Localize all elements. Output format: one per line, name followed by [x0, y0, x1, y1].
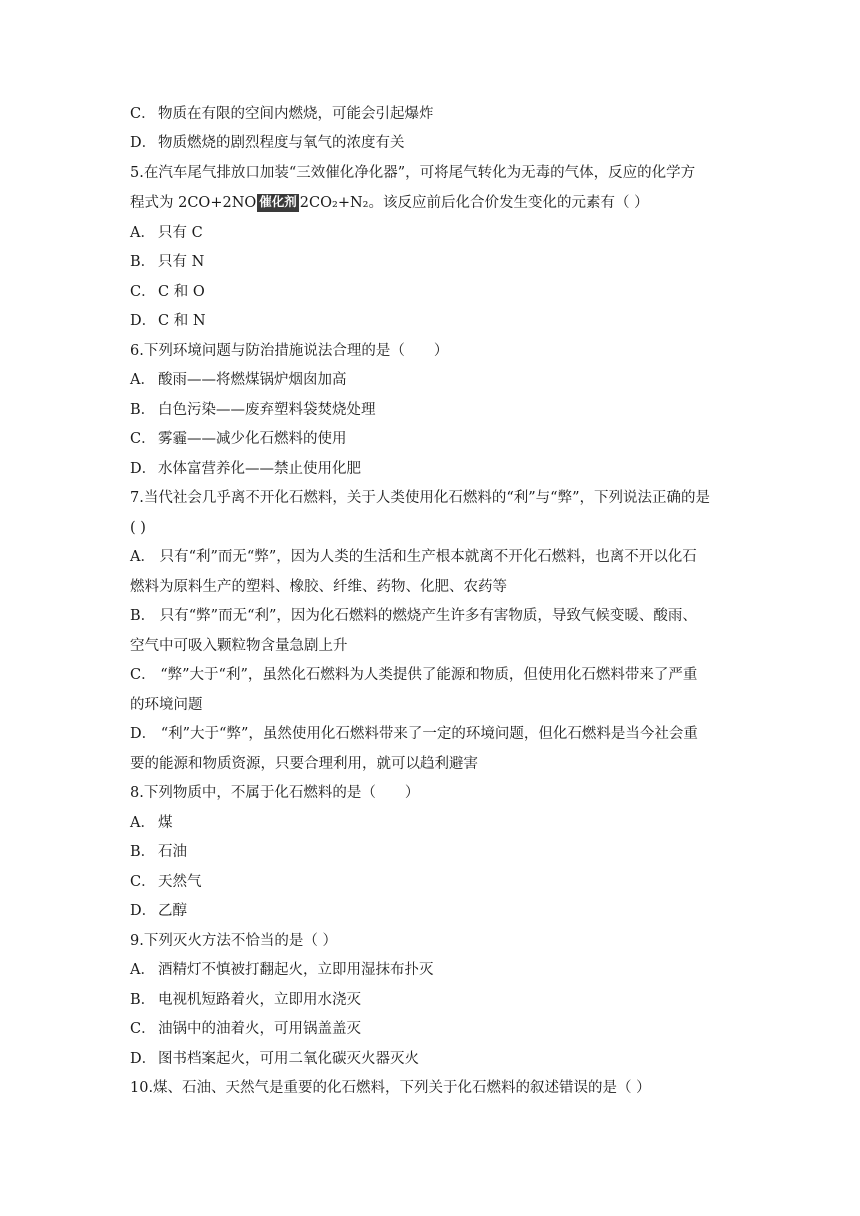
option-letter: D．	[130, 461, 157, 477]
q7-option-a-line2: 燃料为原料生产的塑料、橡胶、纤维、药物、化肥、农药等	[130, 579, 507, 595]
option-text: C 和 O	[158, 284, 205, 300]
option-letter: D．	[130, 313, 157, 329]
option-letter: B．	[130, 844, 156, 860]
option-letter: A．	[130, 815, 155, 831]
option-letter: C．	[130, 874, 156, 890]
option-text: 物质在有限的空间内燃烧，可能会引起爆炸	[158, 106, 434, 122]
option-letter: A．	[130, 372, 155, 388]
option-text: 雾霾——减少化石燃料的使用	[158, 431, 347, 447]
catalyst-label: 催化剂	[257, 194, 299, 212]
q9-stem: 9.下列灭火方法不恰当的是（ ）	[130, 933, 337, 949]
option-text: 乙醇	[158, 903, 187, 919]
q7-stem-line1: 7.当代社会几乎离不开化石燃料，关于人类使用化石燃料的“利”与“弊”，下列说法正确的是	[130, 490, 710, 506]
q5-stem-line1: 5.在汽车尾气排放口加装“三效催化净化器”，可将尾气转化为无毒的气体，反应的化学方	[130, 165, 696, 181]
q6-stem: 6.下列环境问题与防治措施说法合理的是（ ）	[130, 343, 449, 359]
option-text: 酸雨——将燃煤锅炉烟囱加高	[158, 372, 347, 388]
q5-option-c	[130, 282, 205, 302]
q5-option-d	[130, 311, 206, 331]
q8-option-a	[130, 813, 173, 833]
q9-option-c	[130, 1019, 361, 1039]
q9-option-a	[130, 960, 434, 980]
q9-option-d	[130, 1049, 419, 1069]
option-text: 物质燃烧的剧烈程度与氧气的浓度有关	[158, 135, 405, 151]
q7-option-d-line2: 要的能源和物质资源，只要合理利用，就可以趋利避害	[130, 756, 478, 772]
option-letter: B．	[130, 992, 156, 1008]
option-text: 酒精灯不慎被打翻起火，立即用湿抹布扑灭	[158, 962, 434, 978]
q10-stem: 10.煤、石油、天然气是重要的化石燃料，下列关于化石燃料的叙述错误的是（ ）	[130, 1080, 651, 1096]
option-text: 石油	[158, 844, 187, 860]
option-letter: B．	[130, 254, 156, 270]
option-letter: D．	[130, 135, 157, 151]
q7-option-d-line1: D． “利”大于“弊”，虽然使用化石燃料带来了一定的环境问题，但化石燃料是当今社会重	[130, 726, 698, 742]
option-letter: D．	[130, 903, 157, 919]
option-text: 水体富营养化——禁止使用化肥	[158, 461, 361, 477]
q8-option-d	[130, 901, 187, 921]
option-text: 天然气	[158, 874, 202, 890]
q6-option-c	[130, 429, 347, 449]
option-text: 煤	[158, 815, 173, 831]
q6-option-b	[130, 400, 376, 420]
option-text: C 和 N	[158, 313, 206, 329]
q7-stem-line2: ( )	[130, 520, 146, 536]
option-letter: C．	[130, 431, 156, 447]
option-text: 白色污染——废弃塑料袋焚烧处理	[158, 402, 376, 418]
q7-option-c-line1: C． “弊”大于“利”，虽然化石燃料为人类提供了能源和物质，但使用化石燃料带来了严重	[130, 667, 698, 683]
q5-stem-line2	[130, 193, 742, 213]
option-text: 油锅中的油着火，可用锅盖盖灭	[158, 1021, 361, 1037]
q7-option-c-line2: 的环境问题	[130, 697, 203, 713]
option-text: 只有 N	[158, 254, 205, 270]
q6-option-d	[130, 459, 361, 479]
option-text: 电视机短路着火，立即用水浇灭	[158, 992, 361, 1008]
q8-option-b	[130, 842, 187, 862]
q5-option-b	[130, 252, 204, 272]
q5-equation-products: 2CO₂+N₂。该反应前后化合价发生变化的元素有（ ）	[299, 195, 649, 211]
q7-option-b-line1: B． 只有“弊”而无“利”，因为化石燃料的燃烧产生许多有害物质，导致气候变暖、酸雨、	[130, 608, 697, 624]
option-text: 只有 C	[158, 225, 203, 241]
q4-option-d	[130, 133, 405, 153]
option-letter: C．	[130, 106, 156, 122]
option-letter: B．	[130, 402, 156, 418]
q6-option-a	[130, 370, 347, 390]
option-letter: C．	[130, 1021, 156, 1037]
q7-option-a-line1: A． 只有“利”而无“弊”，因为人类的生活和生产根本就离不开化石燃料，也离不开以化石	[130, 549, 697, 565]
option-letter: A．	[130, 225, 155, 241]
q4-option-c	[130, 104, 434, 124]
option-text: 图书档案起火，可用二氧化碳灭火器灭火	[158, 1051, 419, 1067]
option-letter: A．	[130, 962, 155, 978]
q9-option-b	[130, 990, 361, 1010]
q8-option-c	[130, 872, 202, 892]
option-letter: C．	[130, 284, 156, 300]
q8-stem: 8.下列物质中，不属于化石燃料的是（ ）	[130, 785, 420, 801]
option-letter: D．	[130, 1051, 157, 1067]
q5-equation-reactants: 程式为 2CO+2NO	[130, 195, 257, 211]
q5-option-a	[130, 223, 203, 243]
q7-option-b-line2: 空气中可吸入颗粒物含量急剧上升	[130, 638, 348, 654]
